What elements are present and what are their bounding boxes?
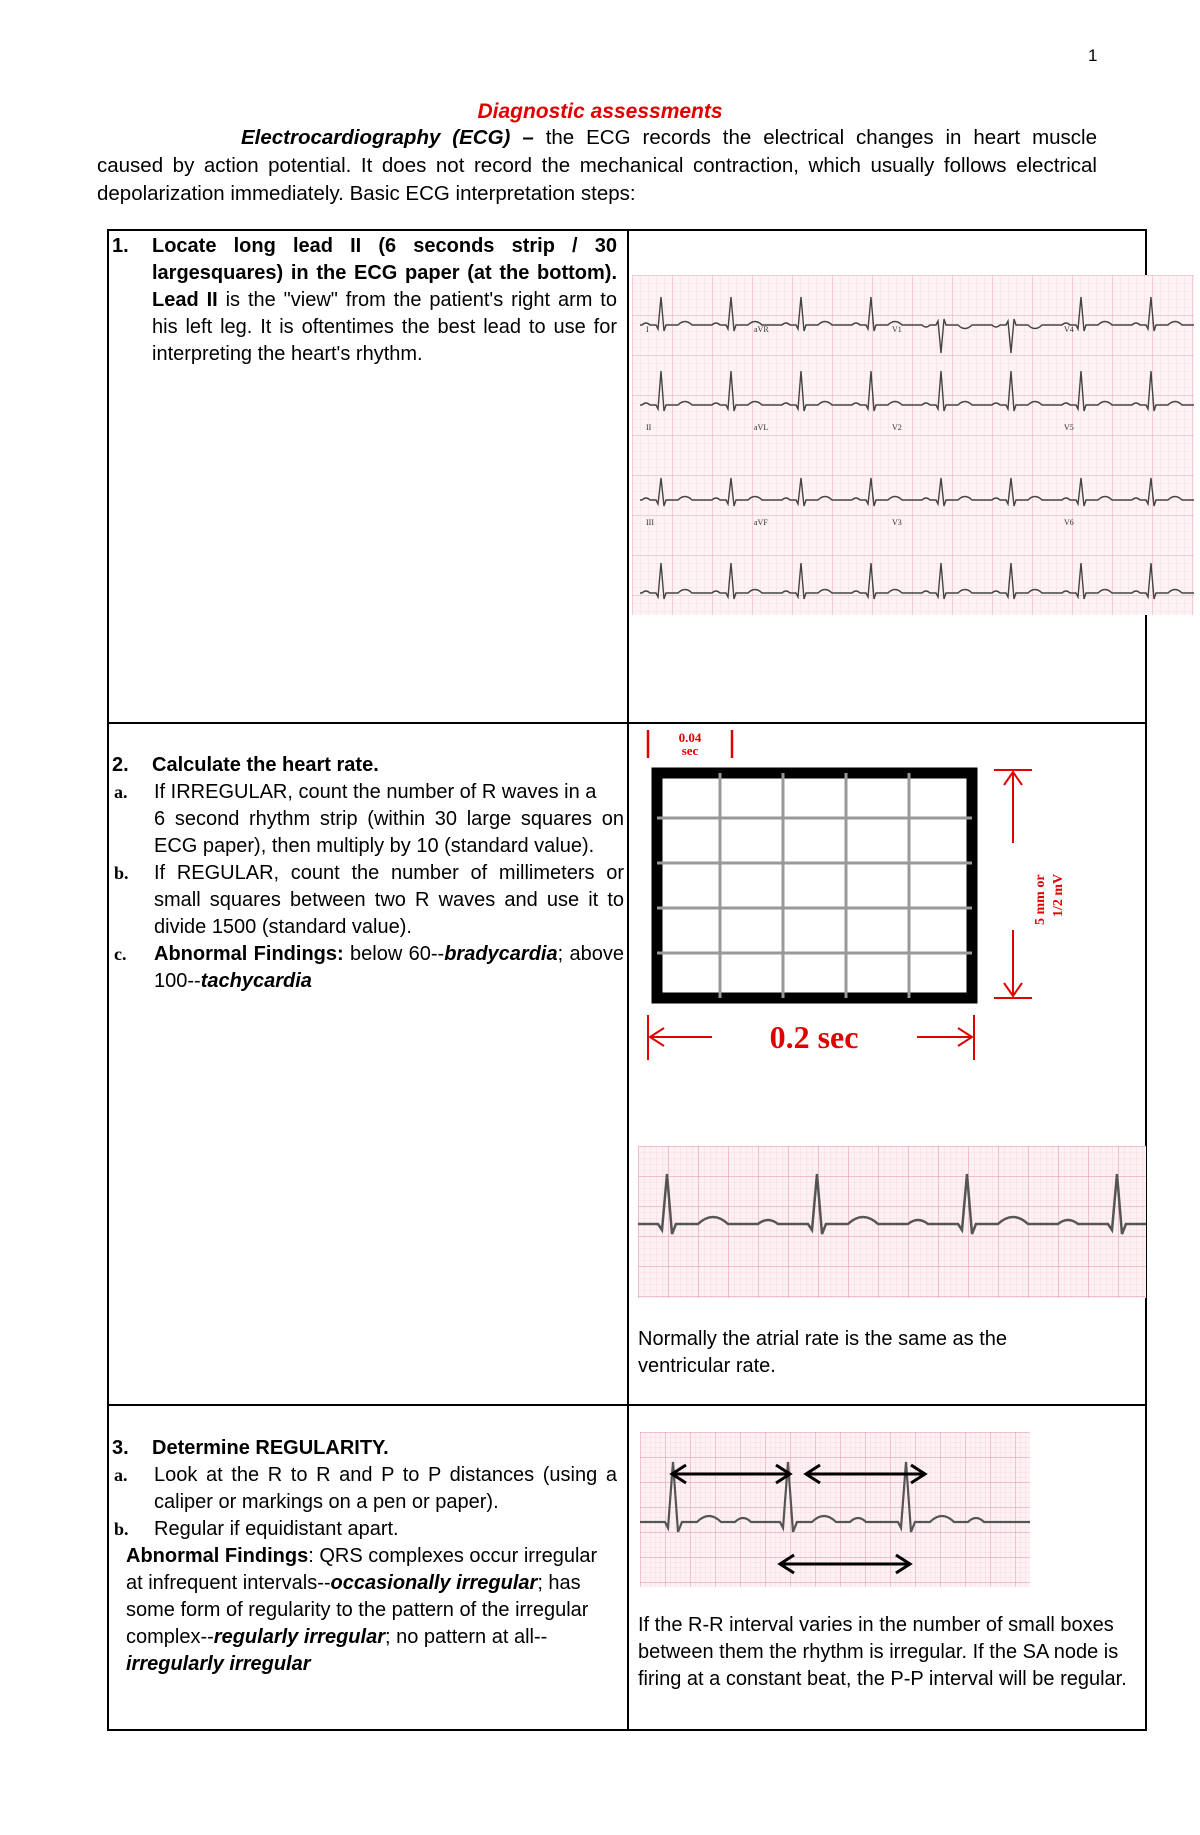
row-divider-1 (107, 722, 1145, 724)
step2-c-text1: below 60-- (350, 943, 445, 965)
lead-label-aVF: aVF (754, 518, 768, 527)
big-box-voltage-unit: 1/2 mV (1051, 873, 1066, 917)
lead-label-V4: V4 (1064, 325, 1074, 334)
step2-c-marker: c. (114, 944, 127, 964)
step3-abnormal-term3: irregularly irregular (126, 1653, 311, 1675)
regularity-strip-image (640, 1432, 1030, 1587)
lead-label-aVL: aVL (754, 423, 769, 432)
lead-label-V3: V3 (892, 518, 902, 527)
step3-abnormal-term2: regularly irregular (213, 1626, 385, 1648)
small-box-time-label: 0.04 (678, 730, 702, 745)
small-box-time-unit: sec (681, 743, 699, 758)
step2-number: 2. (112, 754, 129, 776)
step3-abnormal-text2: ; has some form of regularity to the pattern of the irregular complex-- (126, 1572, 589, 1648)
big-box-voltage-label: 5 mm or (1033, 874, 1048, 925)
row-divider-2 (107, 1404, 1145, 1406)
step2-c-label: Abnormal Findings: (154, 943, 344, 965)
step2-a-text2: 6 second rhythm strip (within 30 large squares on ECG paper), then multiply by 10 (standard value). (154, 808, 624, 857)
intro-text: the ECG records the electrical changes in heart muscle caused by action potential. It does not record the mechanical contraction, which usually follows electrical depolarization immediately. Basic ECG interpretation steps: (97, 126, 1098, 205)
step3-number: 3. (112, 1437, 129, 1459)
step3-cell (112, 1435, 617, 1678)
step3-abnormal-label: Abnormal Findings (126, 1545, 309, 1567)
step1-text: is the "view" from the patient's right arm to his left leg. It is oftentimes the best lead to use for interpreting the heart's rhythm. (152, 289, 617, 365)
step3-b-text: Regular if equidistant apart. (154, 1518, 399, 1540)
lead-label-aVR: aVR (754, 325, 769, 334)
step3-abnormal-text3: ; no pattern at all-- (384, 1626, 548, 1648)
step2-c-text2: ; above 100-- (154, 943, 624, 992)
intro-paragraph (97, 124, 1097, 208)
ecg-box-diagram (632, 725, 1092, 1065)
intro-term: Electrocardiography (ECG) – (241, 126, 534, 149)
step2-b-marker: b. (114, 863, 129, 883)
step3-abnormal-text1: : QRS complexes occur irregular at infrequent intervals-- (126, 1545, 598, 1594)
lead-label-I: I (646, 325, 649, 334)
lead-label-V6: V6 (1064, 518, 1074, 527)
step1-bold-a: Locate long lead II (6 seconds strip / 30 largesquares) in the ECG paper (at the bottom). (152, 235, 617, 284)
column-divider (627, 229, 629, 1729)
step2-c-term2: tachycardia (200, 970, 312, 992)
rhythm-strip-image (638, 1146, 1146, 1298)
step1-cell (112, 233, 617, 368)
step2-b-text: If REGULAR, count the number of millimeters or small squares between two R waves and use it to divide 1500 (standard value). (154, 862, 624, 938)
big-box-time-label: 0.2 sec (769, 1019, 859, 1055)
step2-title: Calculate the heart rate. (152, 754, 379, 776)
lead-label-V2: V2 (892, 423, 902, 432)
step3-a-text: Look at the R to R and P to P distances (using a caliper or markings on a pen or paper). (154, 1464, 617, 1513)
step1-bold-b: Lead II (152, 289, 218, 311)
step3-title: Determine REGULARITY. (152, 1437, 389, 1459)
step2-c-term1: bradycardia (444, 943, 558, 965)
step2-cell (112, 752, 624, 995)
step3-caption: If the R-R interval varies in the number of small boxes between them the rhythm is irregular. If the SA node is firing at a constant beat, the P-P interval will be regular. (638, 1614, 1127, 1690)
lead-label-II: II (646, 423, 652, 432)
step3-abnormal-term1: occasionally irregular (330, 1572, 538, 1594)
lead-label-V5: V5 (1064, 423, 1074, 432)
lead-label-III: III (646, 518, 654, 527)
page-number: 1 (1088, 46, 1098, 65)
step2-a-text: If IRREGULAR, count the number of R waves in a (154, 781, 597, 803)
step2-caption: Normally the atrial rate is the same as the ventricular rate. (638, 1328, 1008, 1377)
step3-b-marker: b. (114, 1519, 129, 1539)
lead-label-V1: V1 (892, 325, 902, 334)
twelve-lead-ecg-image (632, 275, 1194, 615)
step3-a-marker: a. (114, 1465, 128, 1485)
page-heading: Diagnostic assessments (477, 100, 723, 123)
step1-number: 1. (112, 235, 129, 257)
step2-a-marker: a. (114, 782, 128, 802)
